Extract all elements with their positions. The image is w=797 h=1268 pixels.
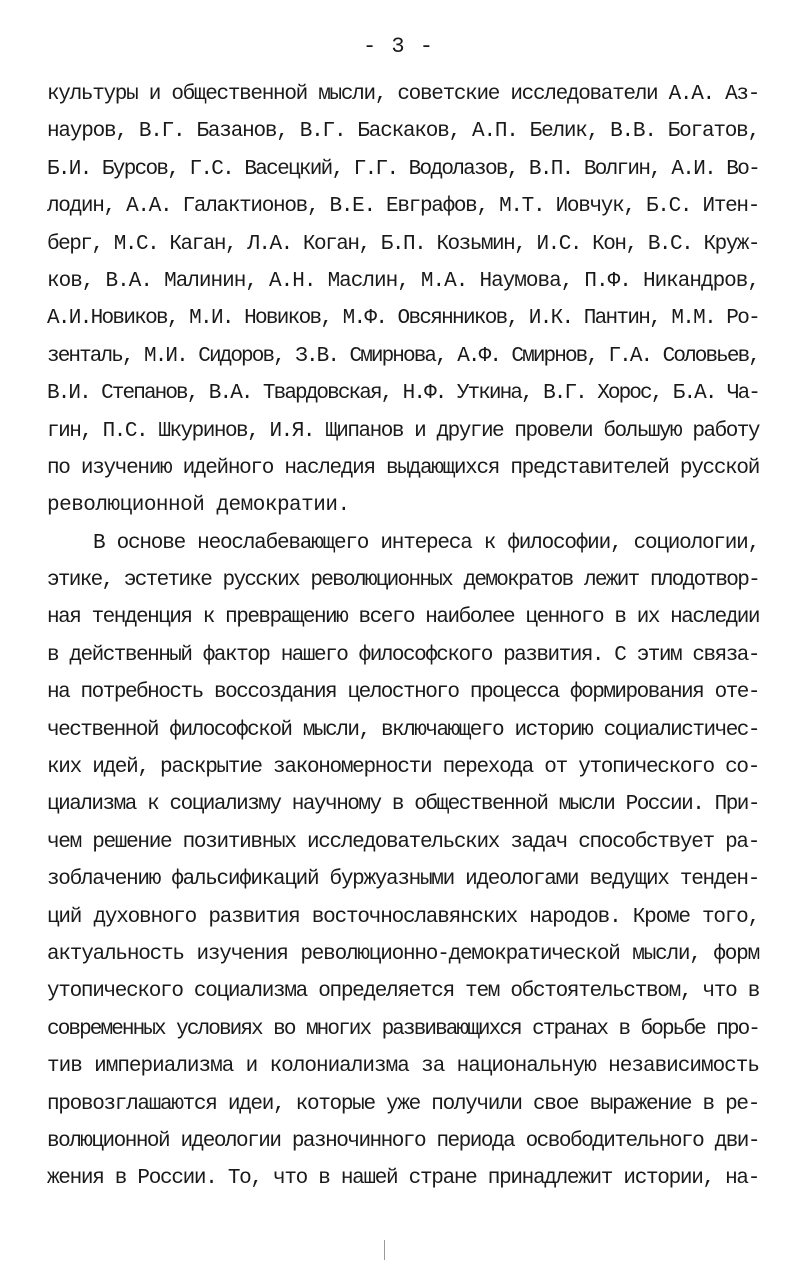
paragraph-1	[47, 76, 759, 525]
text-line: провозглашаются идеи, которые уже получили свое выражение в ре-	[47, 1092, 760, 1116]
text-line: А.И.Новиков, М.И. Новиков, М.Ф. Овсянников, И.К. Пантин, М.М. Ро-	[47, 307, 759, 331]
text-line: гин, П.С. Шкуринов, И.Я. Щипанов и другие провели большую работу	[47, 419, 759, 443]
text-line: культуры и общественной мысли, советские исследователи А.А. Аз-	[47, 83, 760, 106]
text-line: В.И. Степанов, В.А. Твардовская, Н.Ф. Уткина, В.Г. Хорос, Б.А. Ча-	[47, 382, 759, 406]
text-line: революционной демократии.	[47, 494, 350, 518]
page-number: - 3 -	[362, 34, 434, 59]
text-line: ная тенденция к превращению всего наиболее ценного в их наследии	[47, 606, 759, 630]
text-line: актуальность изучения революционно-демократической мысли, форм	[47, 942, 759, 966]
text-line: чем решение позитивных исследовательских задач способствует ра-	[47, 830, 760, 854]
text-line: жения в России. То, что в нашей стране принадлежит истории, на-	[47, 1167, 760, 1191]
text-line: в действенный фактор нашего философского развития. С этим связа-	[47, 643, 759, 667]
text-line: ков, В.А. Малинин, А.Н. Маслин, М.А. Наумова, П.Ф. Никандров,	[47, 269, 759, 293]
text-line: на потребность воссоздания целостного процесса формирования оте-	[47, 681, 759, 705]
text-line: берг, М.С. Каган, Л.А. Коган, Б.П. Козьмин, И.С. Кон, В.С. Круж-	[47, 232, 759, 256]
text-line: науров, В.Г. Базанов, В.Г. Баскаков, А.П. Белик, В.В. Богатов,	[47, 120, 759, 144]
text-line: ких идей, раскрытие закономерности перехода от утопического со-	[47, 756, 760, 780]
text-line: чественной философской мысли, включающего историю социалистичес-	[47, 718, 759, 742]
text-line: этике, эстетике русских революционных демократов лежит плодотвор-	[47, 569, 759, 593]
text-line: утопического социализма определяется тем обстоятельством, что в	[47, 980, 760, 1004]
text-line: тив империализма и колониализма за национальную независимость	[47, 1055, 759, 1079]
text-line: современных условиях во многих развивающихся странах в борьбе про-	[47, 1017, 759, 1041]
text-line: лодин, А.А. Галактионов, В.Е. Евграфов, М.Т. Иовчук, Б.С. Итен-	[47, 195, 760, 219]
scan-mark	[384, 1240, 385, 1260]
text-line: по изучению идейного наследия выдающихся представителей русской	[47, 456, 760, 480]
text-line: зоблачению фальсификаций буржуазными идеологами ведущих тенден-	[47, 868, 760, 892]
document-body	[47, 76, 759, 1198]
text-line: ций духовного развития восточнославянских народов. Кроме того,	[47, 905, 759, 929]
text-line: волюционной идеологии разночинного периода освободительного дви-	[47, 1129, 759, 1153]
text-line: В основе неослабевающего интереса к философии, социологии,	[93, 531, 759, 555]
text-line: зенталь, М.И. Сидоров, З.В. Смирнова, А.Ф. Смирнов, Г.А. Соловьев,	[47, 344, 759, 368]
text-line: Б.И. Бурсов, Г.С. Васецкий, Г.Г. Водолазов, В.П. Волгин, А.И. Во-	[47, 157, 759, 181]
paragraph-2	[47, 525, 759, 1198]
text-line: циализма к социализму научному в общественной мысли России. При-	[47, 793, 759, 817]
